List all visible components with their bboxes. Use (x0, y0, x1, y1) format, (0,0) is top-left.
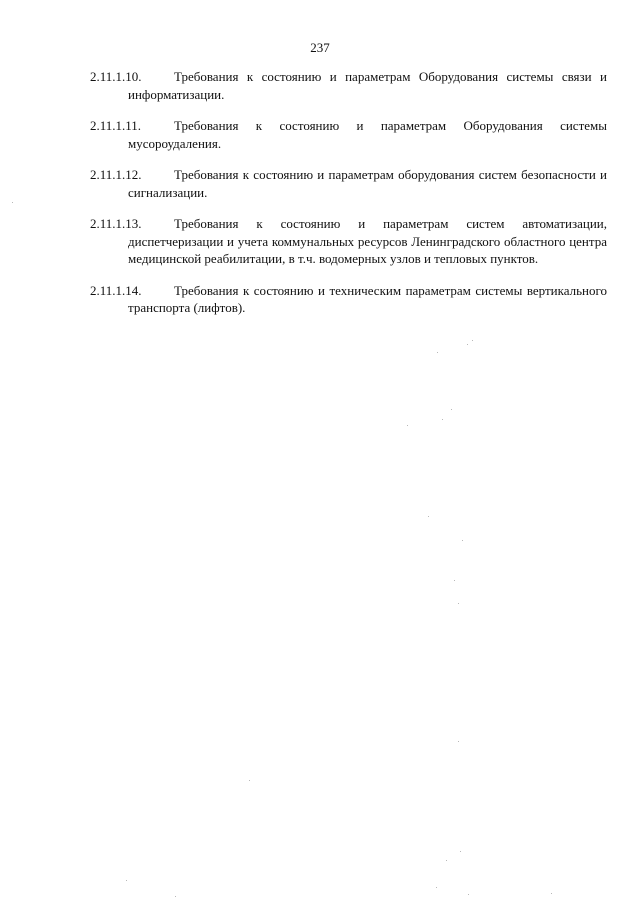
scan-speck (454, 580, 455, 581)
scan-speck (467, 344, 468, 345)
list-item (90, 215, 607, 268)
item-text: Требования к состоянию и параметрам Оборудования системы связи и информатизации. (128, 69, 607, 102)
item-text: Требования к состоянию и параметрам оборудования систем безопасности и сигнализации. (128, 167, 607, 200)
item-text: Требования к состоянию и техническим параметрам системы вертикального транспорта (лифтов). (128, 282, 607, 315)
page-number: 237 (310, 40, 330, 55)
item-number: 2.11.1.11. (90, 118, 142, 133)
scan-speck (451, 409, 452, 410)
list-item (90, 166, 607, 201)
list-item (90, 68, 607, 103)
scan-speck (472, 340, 473, 341)
item-number: 2.11.1.14. (90, 282, 142, 298)
scan-speck (446, 860, 447, 861)
scan-speck (175, 896, 176, 897)
scan-speck (442, 419, 443, 420)
scan-speck (458, 603, 459, 604)
scan-speck (551, 893, 552, 894)
scan-speck (468, 894, 469, 895)
item-text: Требования к состоянию и параметрам систем автоматизации, диспетчеризации и учета коммунальных ресурсов Ленинградского областного центра медицинской реабилитации, в т.ч. водомерных узлов и тепловых пунктов. (128, 216, 607, 266)
scan-speck (12, 202, 13, 203)
scan-speck (462, 540, 463, 541)
list-item (90, 282, 607, 317)
scan-speck (460, 851, 461, 852)
list-item (90, 117, 607, 152)
scan-speck (437, 352, 438, 353)
item-number: 2.11.1.10. (90, 69, 142, 84)
scan-speck (436, 887, 437, 888)
requirements-list (90, 68, 607, 331)
scan-speck (428, 516, 429, 517)
scan-speck (249, 780, 250, 781)
item-number: 2.11.1.13. (90, 216, 142, 231)
item-number: 2.11.1.12. (90, 167, 142, 182)
scan-speck (126, 880, 127, 881)
scan-speck (458, 741, 459, 742)
item-text: Требования к состоянию и параметрам Оборудования системы мусороудаления. (128, 118, 607, 151)
scan-speck (407, 425, 408, 426)
